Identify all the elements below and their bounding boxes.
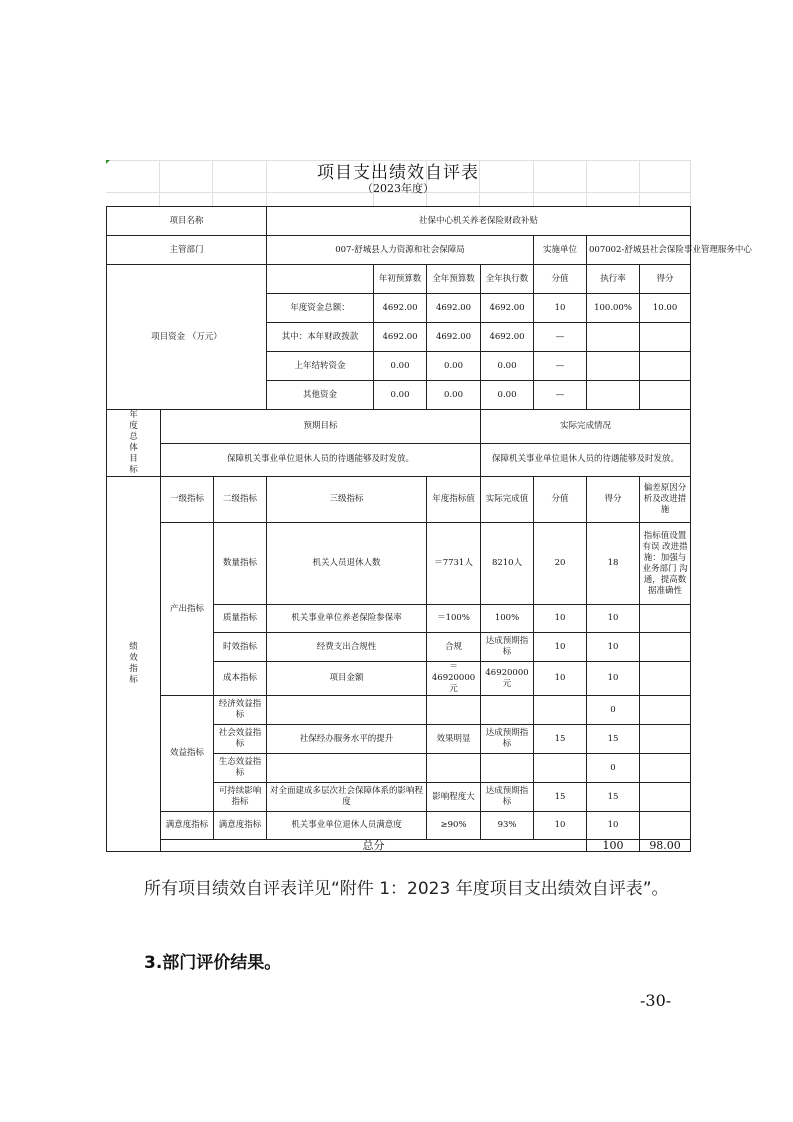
dept-value: 007-舒城县人力资源和社会保障局 bbox=[267, 236, 534, 265]
ind-header-1: 二级指标 bbox=[214, 477, 267, 523]
ind-l3: 机关事业单位退休人员满意度 bbox=[267, 812, 427, 840]
ind-l3 bbox=[267, 696, 427, 725]
funds-rate: 100.00% bbox=[587, 294, 640, 323]
project-name-value: 社保中心机关养老保险财政补贴 bbox=[267, 207, 691, 236]
ind-got: 10 bbox=[587, 812, 640, 840]
goals-label-text: 年度总体目标 bbox=[129, 410, 138, 475]
funds-value: 0.00 bbox=[481, 381, 534, 410]
ind-note bbox=[640, 783, 691, 812]
ind-got: 10 bbox=[587, 662, 640, 696]
ind-target: ＝7731人 bbox=[427, 523, 481, 605]
row-project-name bbox=[107, 207, 691, 236]
ind-l2: 满意度指标 bbox=[214, 812, 267, 840]
ind-target bbox=[427, 754, 481, 783]
ind-l2: 经济效益指标 bbox=[214, 696, 267, 725]
ind-l3: 经费支出合规性 bbox=[267, 633, 427, 662]
funds-row-label: 其中：本年财政拨款 bbox=[267, 323, 374, 352]
funds-score: — bbox=[534, 381, 587, 410]
funds-value: 0.00 bbox=[427, 381, 481, 410]
satisfaction-label: 满意度指标 bbox=[161, 812, 214, 840]
funds-got bbox=[640, 352, 691, 381]
ind-actual bbox=[481, 754, 534, 783]
funds-header-blank bbox=[267, 265, 374, 294]
ind-target: ＝100% bbox=[427, 605, 481, 633]
ind-got: 0 bbox=[587, 696, 640, 725]
funds-score: 10 bbox=[534, 294, 587, 323]
funds-value: 4692.00 bbox=[374, 294, 427, 323]
ind-l2: 时效指标 bbox=[214, 633, 267, 662]
ind-actual: 达成预期指标 bbox=[481, 725, 534, 754]
indicators-label bbox=[107, 477, 161, 852]
funds-value: 0.00 bbox=[374, 381, 427, 410]
ind-l3: 机关事业单位养老保险参保率 bbox=[267, 605, 427, 633]
ind-l2: 数量指标 bbox=[214, 523, 267, 605]
funds-label-main: 项目资金 bbox=[151, 331, 186, 342]
output-label: 产出指标 bbox=[161, 523, 214, 696]
row-indicator-header bbox=[107, 477, 691, 523]
ind-actual: 达成预期指标 bbox=[481, 783, 534, 812]
ind-note bbox=[640, 633, 691, 662]
total-score: 100 bbox=[587, 840, 640, 852]
ind-l3 bbox=[267, 754, 427, 783]
funds-header-1: 全年预算数 bbox=[427, 265, 481, 294]
funds-score: — bbox=[534, 352, 587, 381]
funds-score: — bbox=[534, 323, 587, 352]
ind-header-0: 一级指标 bbox=[161, 477, 214, 523]
funds-row-label: 其他资金 bbox=[267, 381, 374, 410]
ind-actual bbox=[481, 696, 534, 725]
ind-header-3: 年度指标值 bbox=[427, 477, 481, 523]
funds-value: 4692.00 bbox=[374, 323, 427, 352]
ind-note bbox=[640, 662, 691, 696]
funds-header-0: 年初预算数 bbox=[374, 265, 427, 294]
row-total bbox=[107, 840, 691, 852]
row-department bbox=[107, 236, 691, 265]
ind-l2: 可持续影响指标 bbox=[214, 783, 267, 812]
indicator-row bbox=[107, 696, 691, 725]
ind-got: 15 bbox=[587, 783, 640, 812]
row-funds-header bbox=[107, 265, 691, 294]
ind-header-6: 得分 bbox=[587, 477, 640, 523]
ind-target: 影响程度大 bbox=[427, 783, 481, 812]
ind-header-4: 实际完成值 bbox=[481, 477, 534, 523]
ind-l2: 生态效益指标 bbox=[214, 754, 267, 783]
indicators-label-text: 绩效指标 bbox=[129, 642, 138, 685]
funds-got: 10.00 bbox=[640, 294, 691, 323]
indicator-row bbox=[107, 523, 691, 605]
expected-label: 预期目标 bbox=[161, 410, 481, 444]
ind-target: ≥90% bbox=[427, 812, 481, 840]
body-paragraph: 所有项目绩效自评表详见“附件 1：2023 年度项目支出绩效自评表”。 bbox=[144, 879, 669, 899]
total-got: 98.00 bbox=[640, 840, 691, 852]
funds-row-label: 上年结转资金 bbox=[267, 352, 374, 381]
page-number: -30- bbox=[640, 991, 672, 1010]
table-title: 项目支出绩效自评表 bbox=[317, 163, 479, 183]
ind-target: 效果明显 bbox=[427, 725, 481, 754]
funds-row-label: 年度资金总额： bbox=[267, 294, 374, 323]
goals-label bbox=[107, 410, 161, 477]
ind-score bbox=[534, 696, 587, 725]
ind-actual: 46920000元 bbox=[481, 662, 534, 696]
project-name-label: 项目名称 bbox=[107, 207, 267, 236]
ind-target: 合规 bbox=[427, 633, 481, 662]
indicator-row bbox=[107, 812, 691, 840]
ind-got: 10 bbox=[587, 605, 640, 633]
funds-rate bbox=[587, 381, 640, 410]
ind-got: 0 bbox=[587, 754, 640, 783]
actual-label: 实际完成情况 bbox=[481, 410, 691, 444]
performance-table bbox=[106, 206, 752, 852]
ind-note bbox=[640, 696, 691, 725]
ind-l3: 对全面建成多层次社会保障体系的影响程度 bbox=[267, 783, 427, 812]
impl-value: 007002-舒城县社会保险事业管理服务中心 bbox=[587, 236, 691, 265]
ind-score: 15 bbox=[534, 725, 587, 754]
funds-label bbox=[107, 265, 267, 410]
ind-l3: 项目金额 bbox=[267, 662, 427, 696]
ind-score: 15 bbox=[534, 783, 587, 812]
funds-value: 4692.00 bbox=[427, 323, 481, 352]
ind-target: ＝46920000元 bbox=[427, 662, 481, 696]
table-subtitle: （2023年度） bbox=[362, 182, 434, 195]
ind-l2: 成本指标 bbox=[214, 662, 267, 696]
ind-l3: 社保经办服务水平的提升 bbox=[267, 725, 427, 754]
funds-value: 0.00 bbox=[374, 352, 427, 381]
ind-header-7: 偏差原因分析及改进措施 bbox=[640, 477, 691, 523]
section-heading: 3.部门评价结果。 bbox=[144, 953, 282, 973]
ind-header-5: 分值 bbox=[534, 477, 587, 523]
funds-header-4: 执行率 bbox=[587, 265, 640, 294]
ind-score: 10 bbox=[534, 812, 587, 840]
funds-value: 4692.00 bbox=[481, 294, 534, 323]
funds-rate bbox=[587, 323, 640, 352]
ind-actual: 达成预期指标 bbox=[481, 633, 534, 662]
ind-note: 指标值设置有误 改进措施：加强与业务部门 沟通，提高数据准确性 bbox=[640, 523, 691, 605]
funds-label-unit: （万元） bbox=[187, 331, 222, 342]
ind-note bbox=[640, 605, 691, 633]
ind-note bbox=[640, 725, 691, 754]
funds-header-5: 得分 bbox=[640, 265, 691, 294]
funds-value: 4692.00 bbox=[427, 294, 481, 323]
funds-value: 4692.00 bbox=[481, 323, 534, 352]
funds-got bbox=[640, 381, 691, 410]
funds-value: 0.00 bbox=[427, 352, 481, 381]
ind-got: 18 bbox=[587, 523, 640, 605]
funds-rate bbox=[587, 352, 640, 381]
ind-score: 10 bbox=[534, 662, 587, 696]
ind-score: 20 bbox=[534, 523, 587, 605]
row-goals-header bbox=[107, 410, 691, 444]
funds-header-3: 分值 bbox=[534, 265, 587, 294]
ind-header-2: 三级指标 bbox=[267, 477, 427, 523]
dept-label: 主管部门 bbox=[107, 236, 267, 265]
ind-actual: 93% bbox=[481, 812, 534, 840]
ind-actual: 100% bbox=[481, 605, 534, 633]
ind-l3: 机关人员退休人数 bbox=[267, 523, 427, 605]
ind-target bbox=[427, 696, 481, 725]
ind-score: 10 bbox=[534, 605, 587, 633]
ind-score bbox=[534, 754, 587, 783]
funds-value: 0.00 bbox=[481, 352, 534, 381]
ind-got: 15 bbox=[587, 725, 640, 754]
ind-l2: 质量指标 bbox=[214, 605, 267, 633]
ind-actual: 8210人 bbox=[481, 523, 534, 605]
ind-l2: 社会效益指标 bbox=[214, 725, 267, 754]
benefit-label: 效益指标 bbox=[161, 696, 214, 812]
impl-label: 实施单位 bbox=[534, 236, 587, 265]
funds-header-2: 全年执行数 bbox=[481, 265, 534, 294]
actual-goal: 保障机关事业单位退休人员的待遇能够及时发放。 bbox=[481, 443, 691, 477]
ind-score: 10 bbox=[534, 633, 587, 662]
ind-note bbox=[640, 754, 691, 783]
total-label: 总分 bbox=[161, 840, 587, 852]
expected-goal: 保障机关事业单位退休人员的待遇能够及时发放。 bbox=[161, 443, 481, 477]
ind-got: 10 bbox=[587, 633, 640, 662]
funds-got bbox=[640, 323, 691, 352]
row-goals-content bbox=[107, 443, 691, 477]
ind-note bbox=[640, 812, 691, 840]
